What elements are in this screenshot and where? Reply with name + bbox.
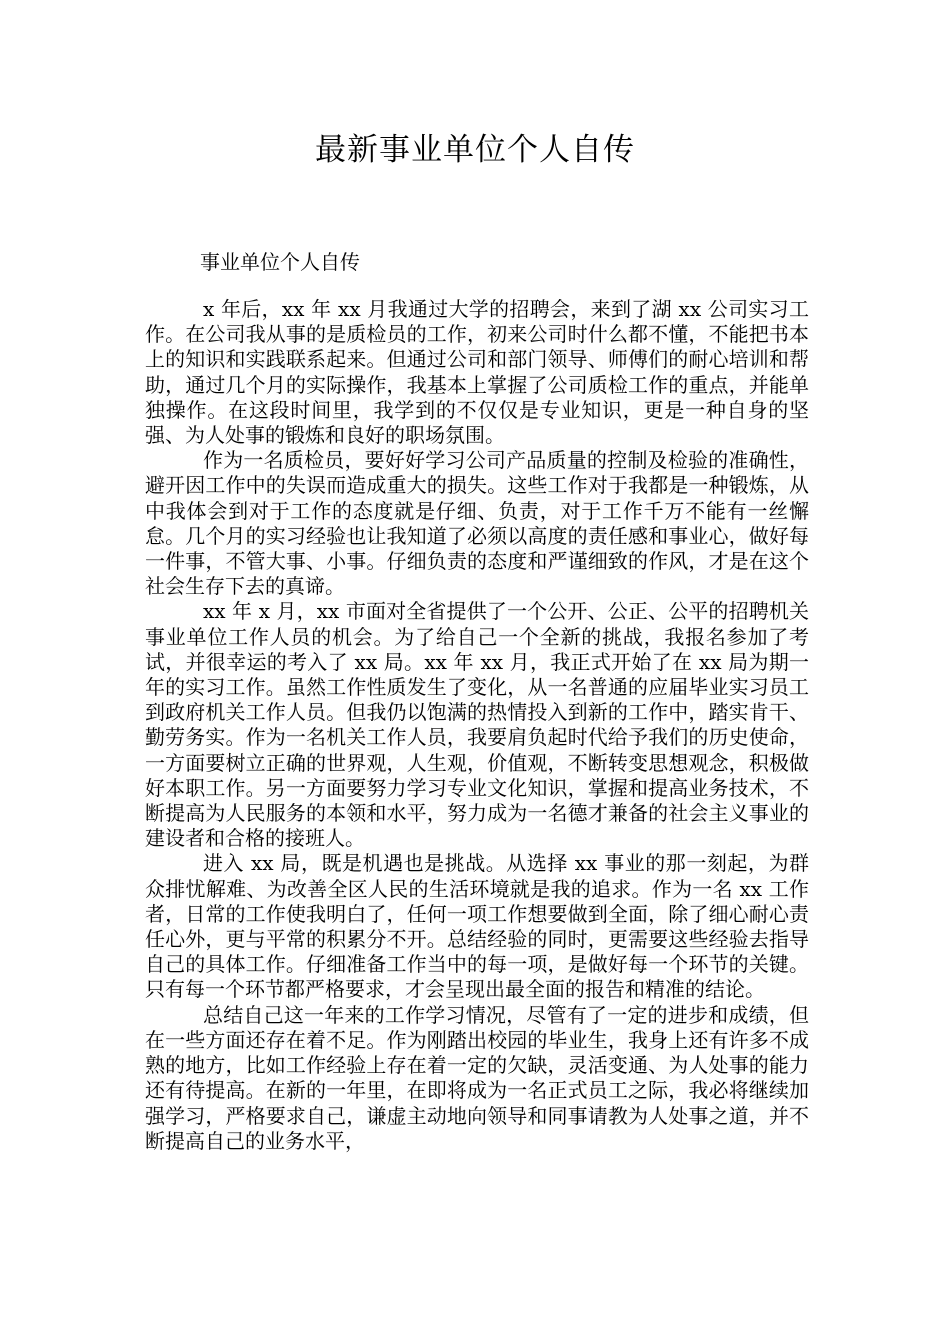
body-paragraph: 作为一名质检员，要好好学习公司产品质量的控制及检验的准确性，避开因工作中的失误而造成重大的损失。这些工作对于我都是一种锻炼，从中我体会到对于工作的态度就是仔细、负责，对于工作千万不能有一丝懈怠。几个月的实习经验也让我知道了必须以高度的责任感和事业心，做好每一件事，不管大事、小事。仔细负责的态度和严谨细致的作风，才是在这个社会生存下去的真谛。 (145, 448, 809, 599)
body-paragraph: x 年后，xx 年 xx 月我通过大学的招聘会，来到了湖 xx 公司实习工作。在公司我从事的是质检员的工作，初来公司时什么都不懂，不能把书本上的知识和实践联系起来。但通过公司和部门领导、师傅们的耐心培训和帮助，通过几个月的实际操作，我基本上掌握了公司质检工作的重点，并能单独操作。在这段时间里，我学到的不仅仅是专业知识，更是一种自身的坚强、为人处事的锻炼和良好的职场氛围。 (145, 297, 809, 448)
body-paragraph: xx 年 x 月，xx 市面对全省提供了一个公开、公正、公平的招聘机关事业单位工作人员的机会。为了给自己一个全新的挑战，我报名参加了考试，并很幸运的考入了 xx 局。xx 年 xx 月，我正式开始了在 xx 局为期一年的实习工作。虽然工作性质发生了变化，从一名普通的应届毕业实习员工到政府机关工作人员。但我仍以饱满的热情投入到新的工作中，踏实肯干、勤劳务实。作为一名机关工作人员，我要肩负起时代给予我们的历史使命，一方面要树立正确的世界观，人生观，价值观，不断转变思想观念，积极做好本职工作。另一方面要努力学习专业文化知识，掌握和提高业务技术，不断提高为人民服务的本领和水平，努力成为一名德才兼备的社会主义事业的建设者和合格的接班人。 (145, 599, 809, 851)
document-title: 最新事业单位个人自传 (315, 132, 635, 168)
body-paragraph: 进入 xx 局，既是机遇也是挑战。从选择 xx 事业的那一刻起，为群众排忧解难、为改善全区人民的生活环境就是我的追求。作为一名 xx 工作者，日常的工作使我明白了，任何一项工作想要做到全面，除了细心耐心责任心外，更与平常的积累分不开。总结经验的同时，更需要这些经验去指导自己的具体工作。仔细准备工作当中的每一项，是做好每一个环节的关键。只有每一个环节都严格要求，才会呈现出最全面的报告和精准的结论。 (145, 851, 809, 1002)
document-body (145, 297, 809, 1154)
document-subtitle: 事业单位个人自传 (200, 250, 360, 274)
body-paragraph: 总结自己这一年来的工作学习情况，尽管有了一定的进步和成绩，但在一些方面还存在着不足。作为刚踏出校园的毕业生，我身上还有许多不成熟的地方，比如工作经验上存在着一定的欠缺，灵活变通、为人处事的能力还有待提高。在新的一年里，在即将成为一名正式员工之际，我必将继续加强学习，严格要求自己，谦虚主动地向领导和同事请教为人处事之道，并不断提高自己的业务水平， (145, 1002, 809, 1153)
